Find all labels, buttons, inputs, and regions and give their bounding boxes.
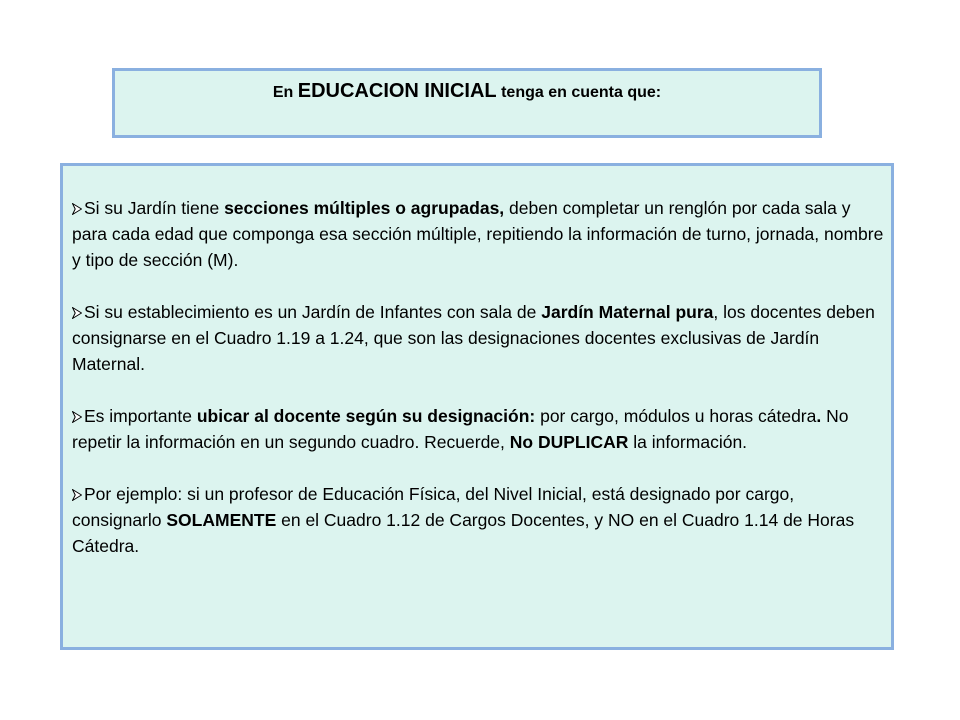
body-text: Si su Jardín tiene: [84, 198, 225, 218]
body-text: la información.: [628, 432, 748, 452]
bullet-paragraph: [72, 195, 885, 273]
title-emphasis: EDUCACION INICIAL: [297, 80, 497, 102]
bold-text: Jardín Maternal pura: [541, 302, 714, 322]
bold-text: ubicar al docente según su designación:: [196, 406, 536, 426]
body-text: No repetir la información en un segundo cuadro. Recuerde,: [72, 406, 849, 452]
body-text: deben completar un renglón por cada sala y para cada edad que componga esa sección múltiple, repitiendo la información de turno, jornada, nombre y tipo de sección (M).: [72, 198, 884, 270]
bold-text: SOLAMENTE: [166, 510, 277, 530]
content-box: [60, 163, 894, 650]
bold-text: No DUPLICAR: [509, 432, 629, 452]
title-suffix: tenga en cuenta que:: [496, 84, 662, 101]
body-text: en el Cuadro 1.12 de Cargos Docentes, y NO en el Cuadro 1.14 de Horas Cátedra.: [72, 510, 855, 556]
title-box: [112, 68, 822, 138]
bullet-paragraph: [72, 403, 885, 455]
title-prefix: En: [272, 84, 294, 101]
bullet-paragraph: [72, 299, 885, 377]
arrow-bullet-icon: [72, 411, 82, 423]
bold-text: secciones múltiples o agrupadas,: [224, 198, 505, 218]
bold-text: .: [816, 406, 822, 426]
body-text: , los docentes deben consignarse en el Cuadro 1.19 a 1.24, que son las designaciones docentes exclusivas de Jardín Maternal.: [72, 302, 875, 374]
body-text: por cargo, módulos u horas cátedra: [535, 406, 817, 426]
arrow-bullet-icon: [72, 307, 82, 319]
slide-title: [115, 80, 819, 103]
arrow-bullet-icon: [72, 203, 82, 215]
body-text: Es importante: [84, 406, 197, 426]
bullet-list: [72, 195, 885, 585]
body-text: Si su establecimiento es un Jardín de Infantes con sala de: [84, 302, 542, 322]
bullet-paragraph: [72, 481, 885, 559]
body-text: Por ejemplo: si un profesor de Educación Física, del Nivel Inicial, está designado por cargo, consignarlo: [72, 484, 795, 530]
arrow-bullet-icon: [72, 489, 82, 501]
